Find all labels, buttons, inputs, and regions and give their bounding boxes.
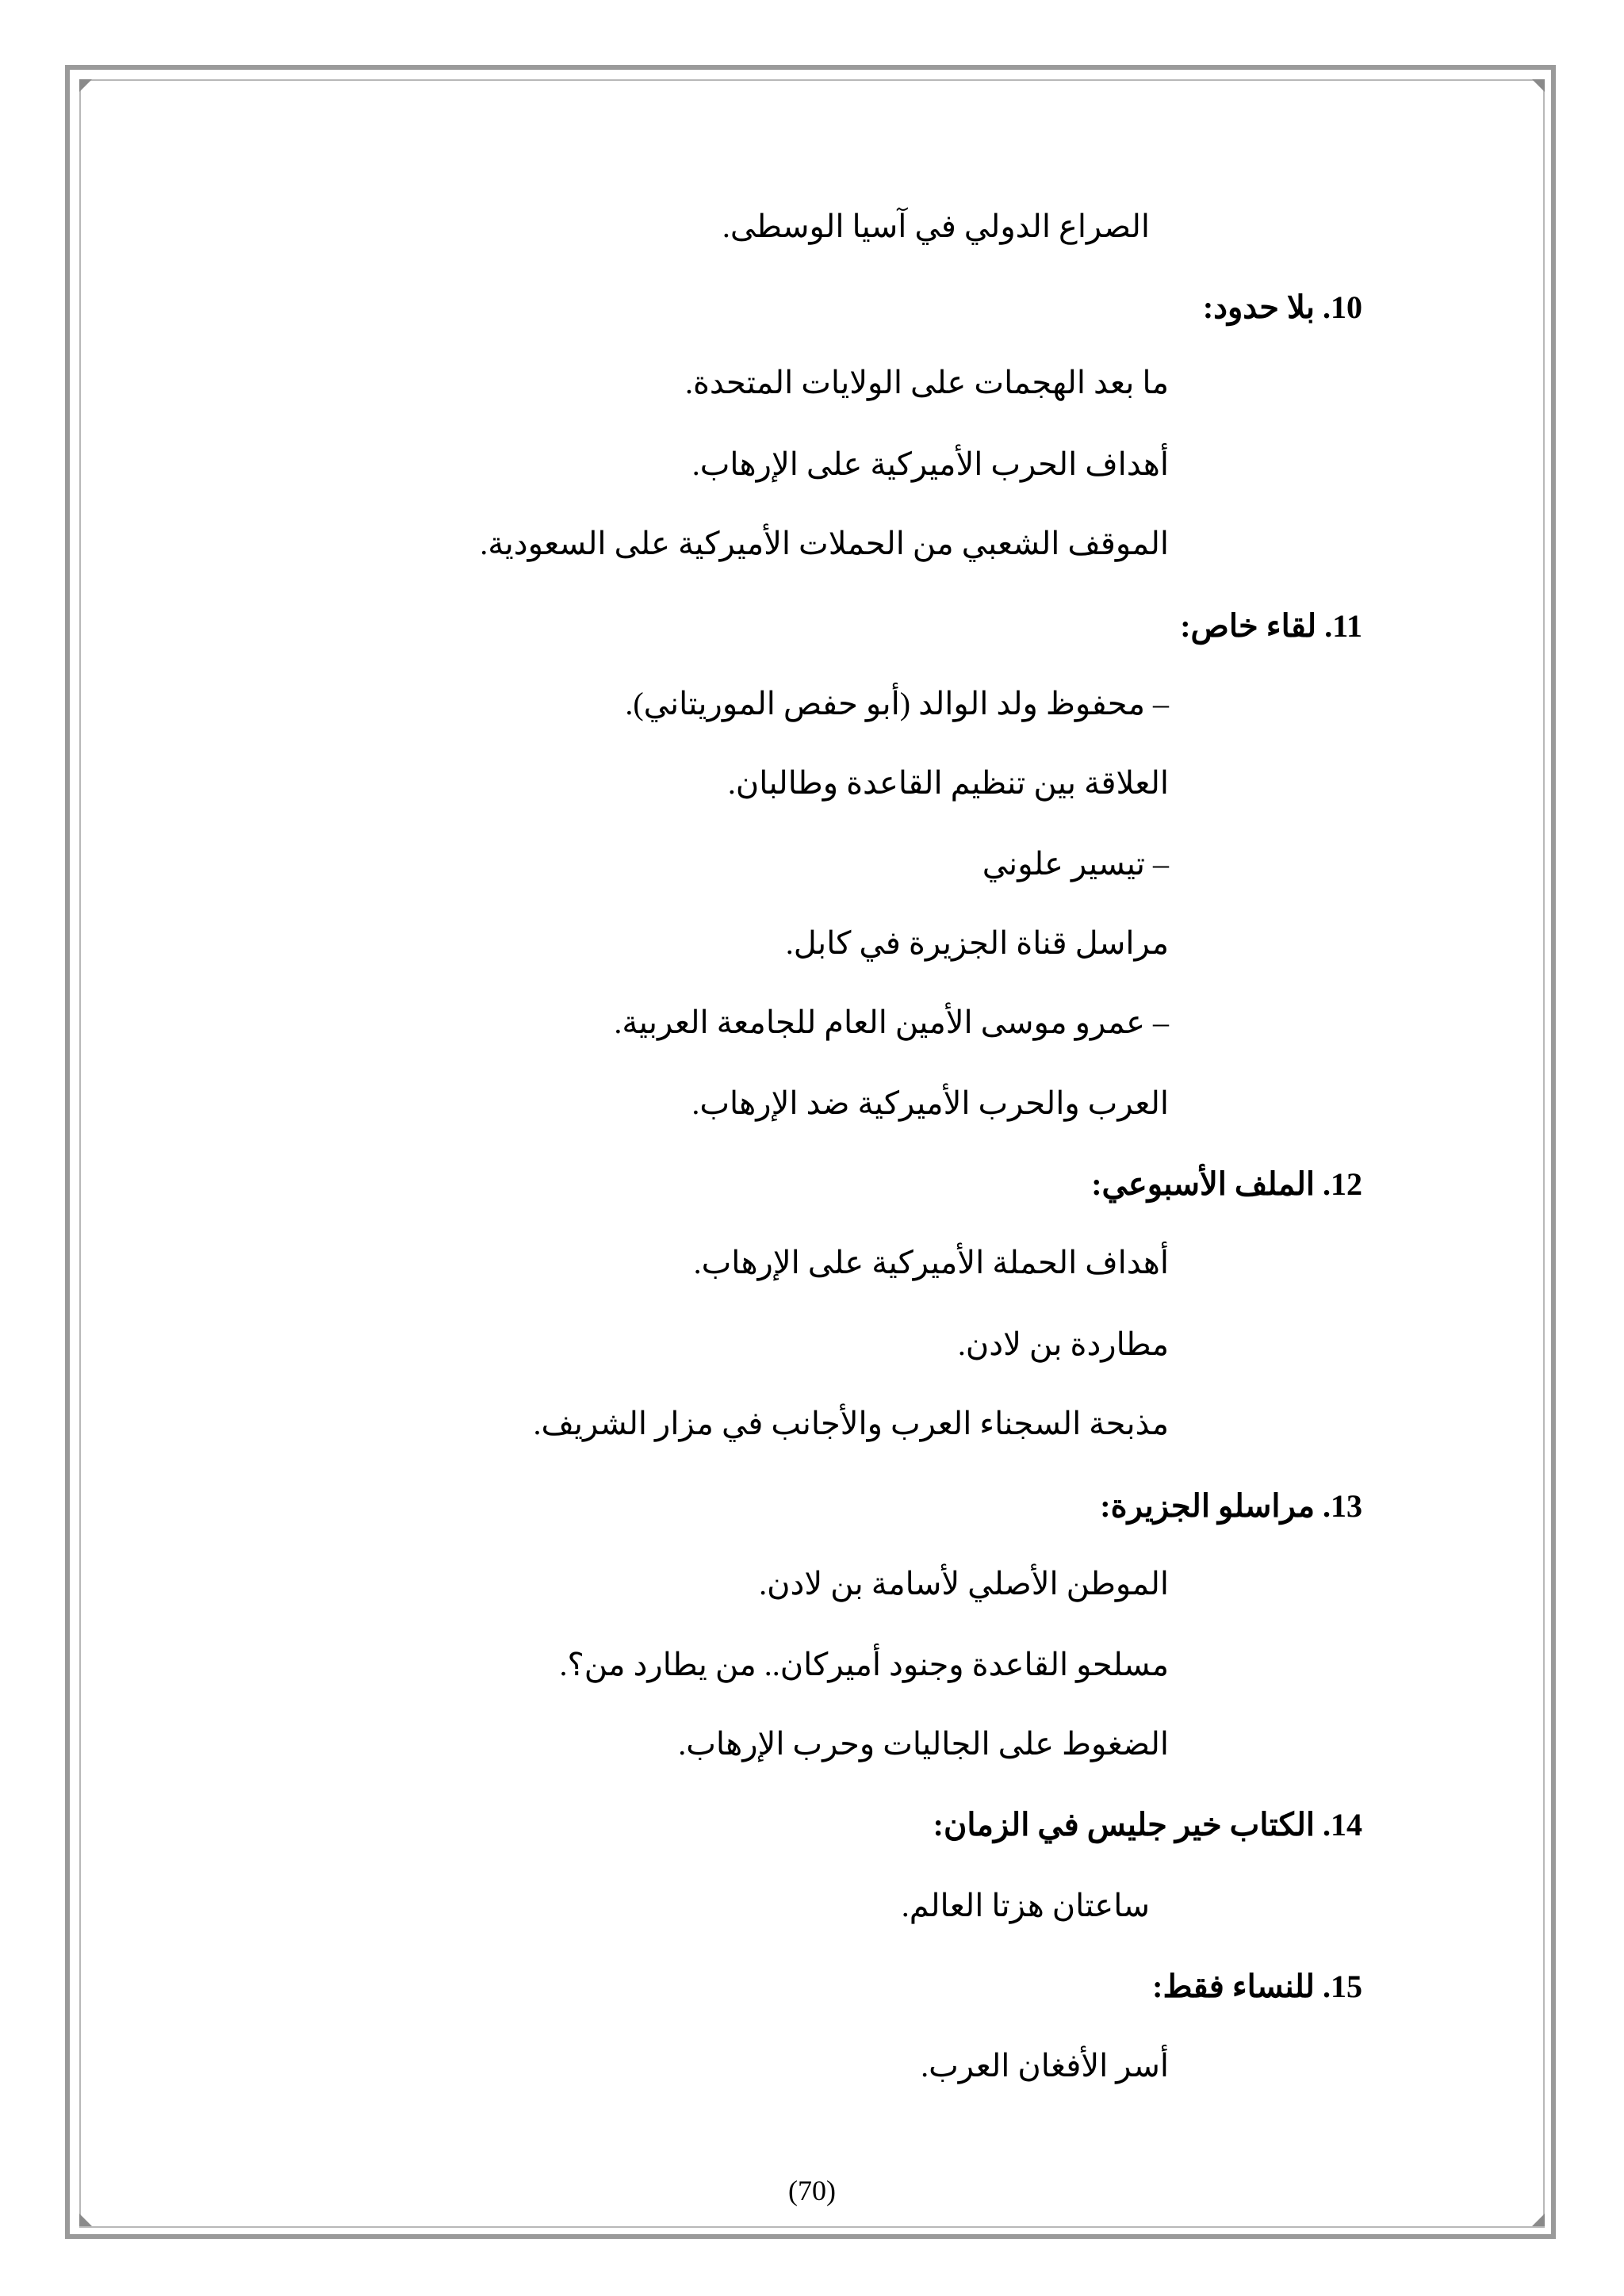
list-item: الموقف الشعبي من الحملات الأميركية على السعودية. [480,526,1169,561]
list-item: الصراع الدولي في آسيا الوسطى. [722,209,1150,244]
section-heading-13: 13. مراسلو الجزيرة: [1100,1488,1362,1524]
corner-ornament-bottom-right [1532,2214,1545,2226]
section-heading-10: 10. بلا حدود: [1202,289,1362,325]
list-item: – محفوظ ولد الوالد (أبو حفص الموريتاني). [625,686,1169,721]
list-item: مراسل قناة الجزيرة في كابل. [785,925,1169,961]
list-item: ما بعد الهجمات على الولايات المتحدة. [684,365,1169,400]
list-item: – تيسير علوني [982,846,1169,882]
section-heading-15: 15. للنساء فقط: [1152,1969,1362,2004]
corner-ornament-top-right [1532,79,1545,92]
list-item: أهداف الحملة الأميركية على الإرهاب. [693,1245,1169,1280]
list-item: مطاردة بن لادن. [957,1326,1169,1362]
list-item: الضغوط على الجاليات وحرب الإرهاب. [678,1726,1169,1762]
corner-ornament-top-left [79,79,92,92]
list-item: مسلحو القاعدة وجنود أميركان.. من يطارد من؟. [559,1647,1169,1682]
list-item: العرب والحرب الأميركية ضد الإرهاب. [691,1085,1169,1121]
page-number: (70) [788,2175,836,2206]
list-item: أهداف الحرب الأميركية على الإرهاب. [691,446,1169,482]
list-item: أسر الأفغان العرب. [921,2048,1169,2084]
section-heading-11: 11. لقاء خاص: [1180,608,1362,644]
list-item: العلاقة بين تنظيم القاعدة وطالبان. [727,765,1169,801]
list-item: – عمرو موسى الأمين العام للجامعة العربية. [614,1004,1169,1040]
section-heading-14: 14. الكتاب خير جليس في الزمان: [933,1807,1362,1843]
corner-ornament-bottom-left [79,2214,92,2226]
section-heading-12: 12. الملف الأسبوعي: [1091,1166,1362,1202]
list-item: ساعتان هزتا العالم. [901,1888,1150,1923]
list-item: الموطن الأصلي لأسامة بن لادن. [759,1566,1169,1601]
list-item: مذبحة السجناء العرب والأجانب في مزار الشريف. [533,1406,1169,1441]
